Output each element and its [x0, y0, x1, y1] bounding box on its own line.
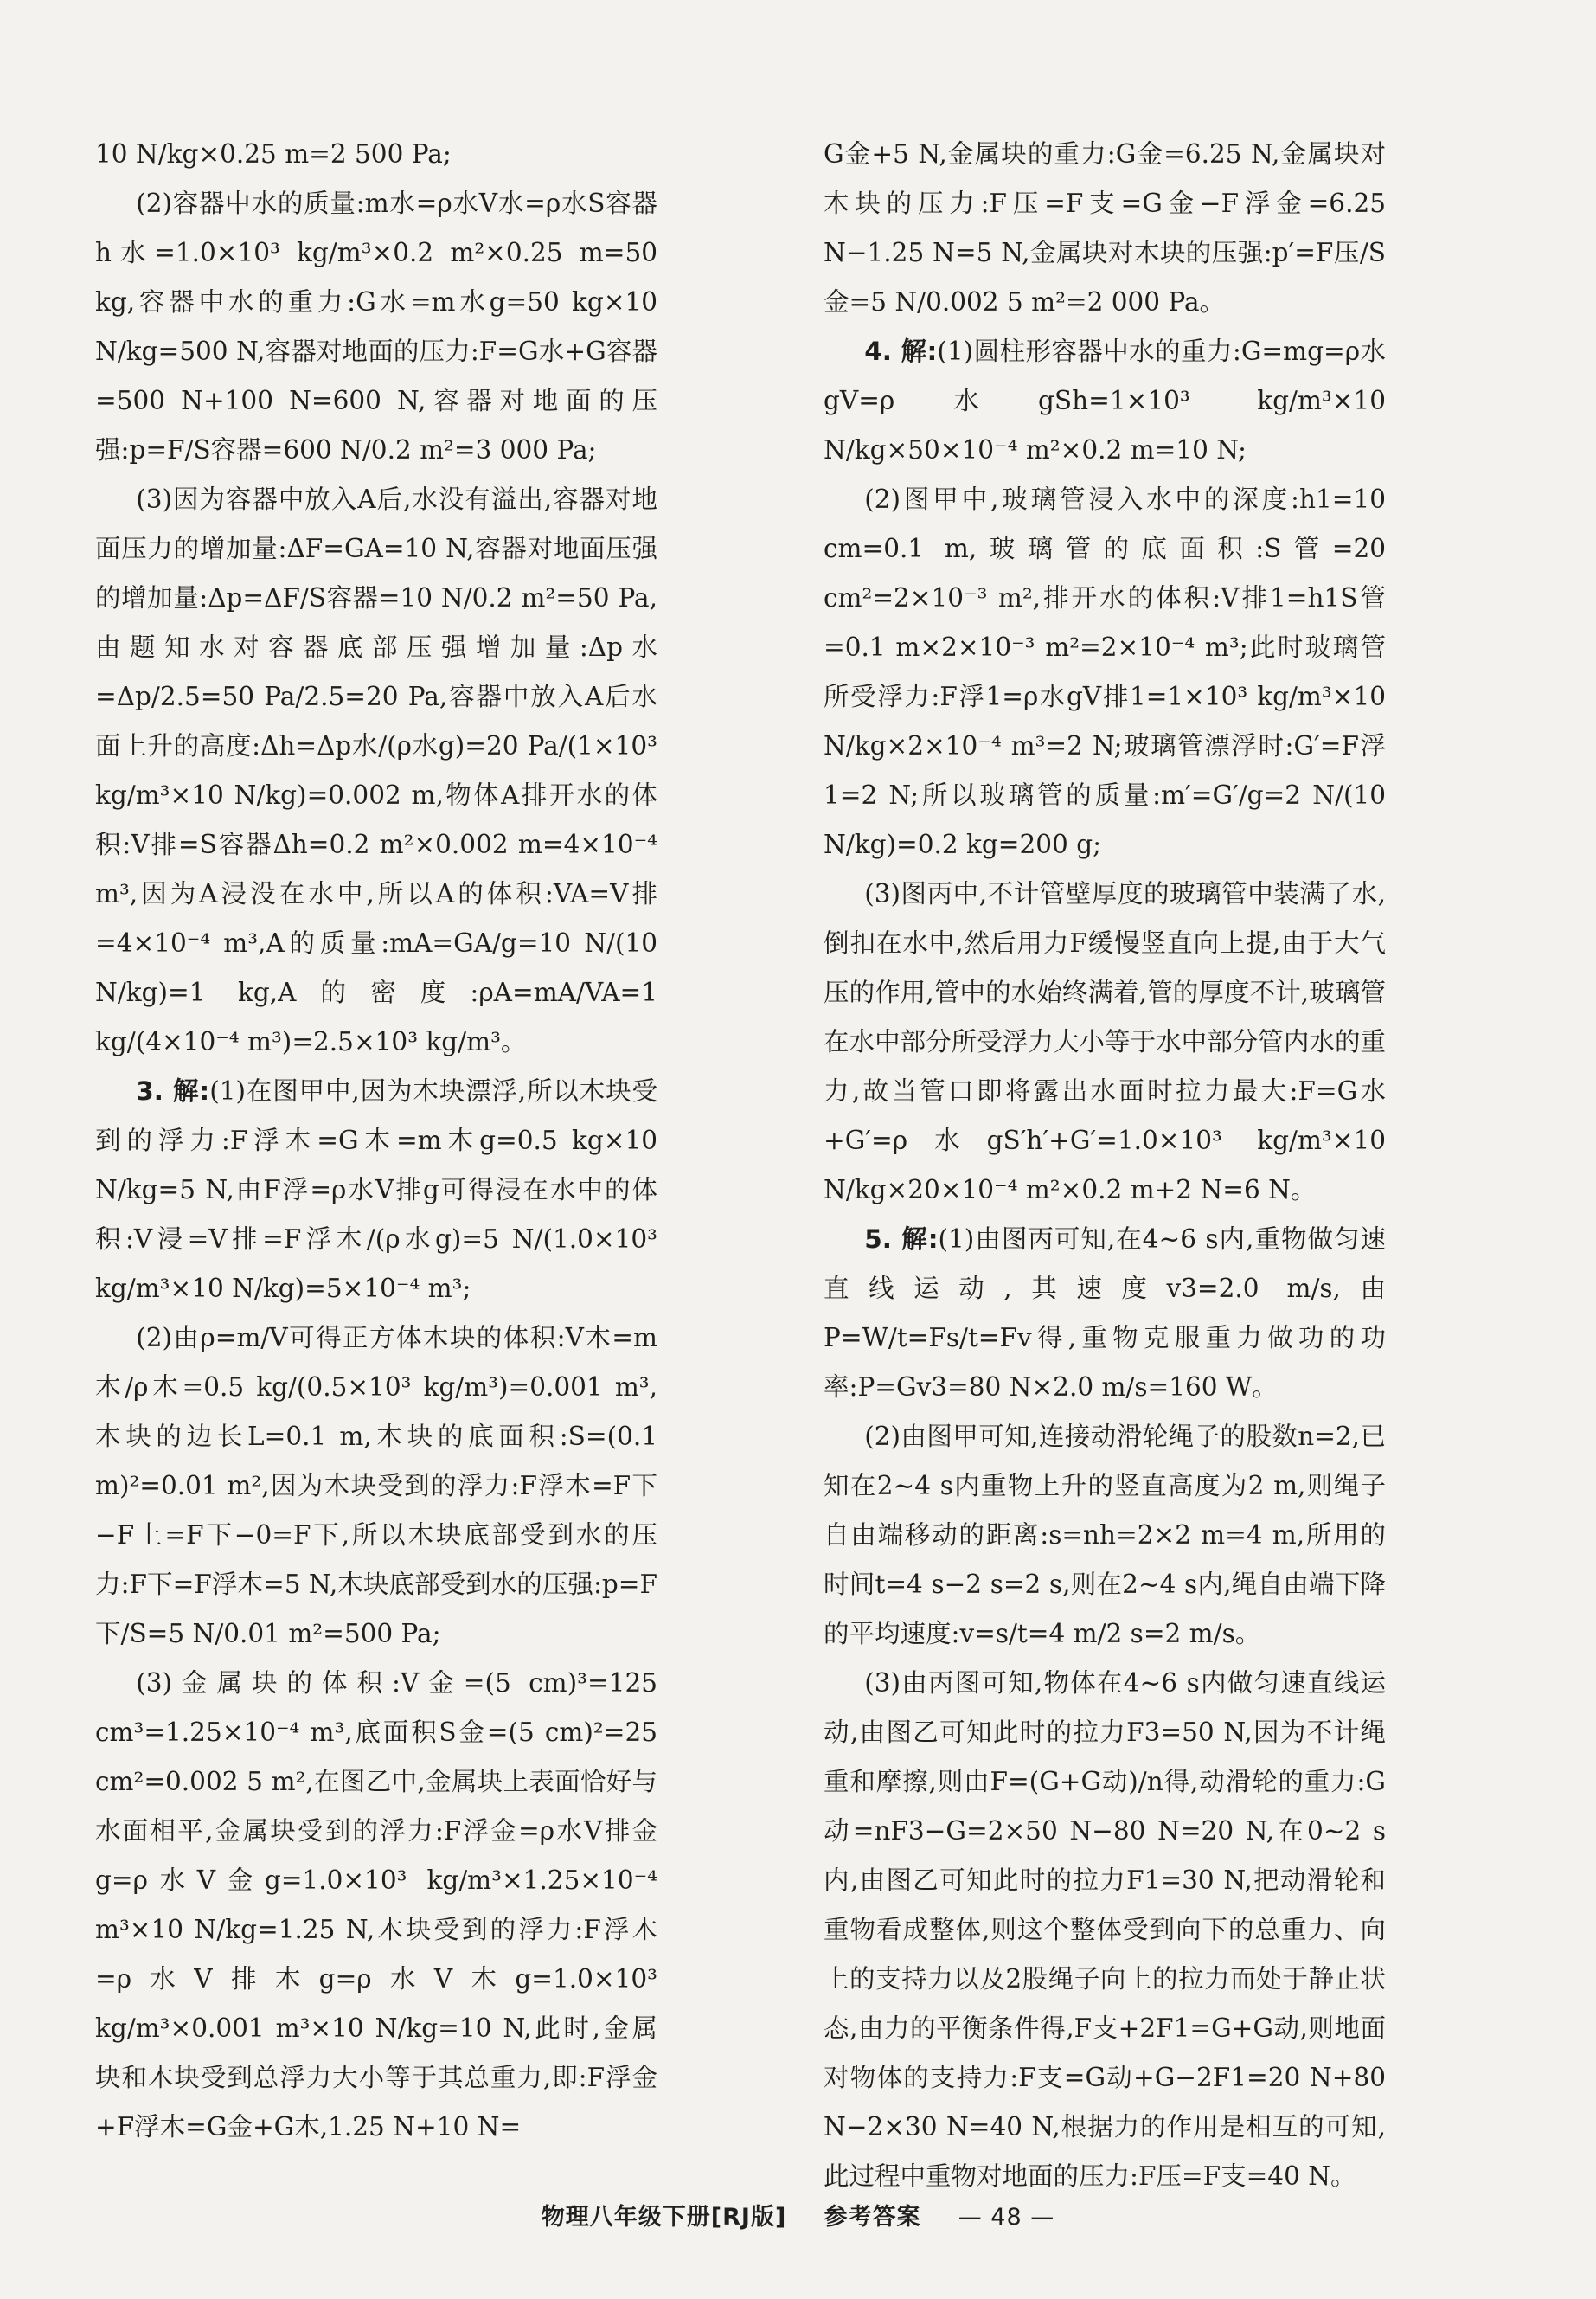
paragraph: [824, 870, 1394, 1215]
paragraph-text: (2)由图甲可知,连接动滑轮绳子的股数n=2,已知在2~4 s内重物上升的竖直高度为2 m,则绳子自由端移动的距离:s=nh=2×2 m=4 m,所用的时间t=4 s−2 s=2 s,则在2~4 s内,绳自由端下降的平均速度:v=s/t=4 m/2 s=2 m/s。: [824, 1422, 1386, 1648]
right-column: [824, 130, 1394, 2201]
paragraph: [95, 1067, 666, 1313]
question-number: 5. 解:: [864, 1224, 939, 1254]
paragraph: [95, 1313, 666, 1659]
paragraph-text: (3)因为容器中放入A后,水没有溢出,容器对地面压力的增加量:ΔF=GA=10 N,容器对地面压强的增加量:Δp=ΔF/S容器=10 N/0.2 m²=50 Pa,由题知水对容器底部压强增加量:Δp水=Δp/2.5=50 Pa/2.5=20 Pa,容器中放入A后水面上升的高度:Δh=Δp水/(ρ水g)=20 Pa/(1×10³ kg/m³×10 N/kg)=0.002 m,物体A排开水的体积:V排=S容器Δh=0.2 m²×0.002 m=4×10⁻⁴ m³,因为A浸没在水中,所以A的体积:VA=V排=4×10⁻⁴ m³,A的质量:mA=GA/g=10 N/(10 N/kg)=1 kg,A的密度:ρA=mA/VA=1 kg/(4×10⁻⁴ m³)=2.5×10³ kg/m³。: [95, 485, 666, 1056]
paragraph: [824, 327, 1394, 475]
paragraph-text: (3)金属块的体积:V金=(5 cm)³=125 cm³=1.25×10⁻⁴ m³,底面积S金=(5 cm)²=25 cm²=0.002 5 m²,在图乙中,金属块上表面恰好与水面相平,金属块受到的浮力:F浮金=ρ水V排金g=ρ水V金g=1.0×10³ kg/m³×1.25×10⁻⁴ m³×10 N/kg=1.25 N,木块受到的浮力:F浮木=ρ水V排木g=ρ水V木g=1.0×10³ kg/m³×0.001 m³×10 N/kg=10 N,此时,金属块和木块受到总浮力大小等于其总重力,即:F浮金+F浮木=G金+G木,1.25 N+10 N=: [95, 1668, 666, 2142]
paragraph-text: (2)图甲中,玻璃管浸入水中的深度:h1=10 cm=0.1 m,玻璃管的底面积:S管=20 cm²=2×10⁻³ m²,排开水的体积:V排1=h1S管=0.1 m×2×10⁻³ m²=2×10⁻⁴ m³;此时玻璃管所受浮力:F浮1=ρ水gV排1=1×10³ kg/m³×10 N/kg×2×10⁻⁴ m³=2 N;玻璃管漂浮时:G′=F浮1=2 N;所以玻璃管的质量:m′=G′/g=2 N/(10 N/kg)=0.2 kg=200 g;: [824, 485, 1394, 859]
paragraph-text: (3)图丙中,不计管壁厚度的玻璃管中装满了水,倒扣在水中,然后用力F缓慢竖直向上提,由于大气压的作用,管中的水始终满着,管的厚度不计,玻璃管在水中部分所受浮力大小等于水中部分管内水的重力,故当管口即将露出水面时拉力最大:F=G水+G′=ρ水gS′h′+G′=1.0×10³ kg/m³×10 N/kg×20×10⁻⁴ m²×0.2 m+2 N=6 N。: [824, 879, 1394, 1204]
paragraph-text: (2)容器中水的质量:m水=ρ水V水=ρ水S容器h水=1.0×10³ kg/m³×0.2 m²×0.25 m=50 kg,容器中水的重力:G水=m水g=50 kg×10 N/kg=500 N,容器对地面的压力:F=G水+G容器=500 N+100 N=600 N,容器对地面的压强:p=F/S容器=600 N/0.2 m²=3 000 Pa;: [95, 189, 666, 465]
question-number: 4. 解:: [864, 337, 938, 366]
left-column: [95, 130, 666, 2152]
paragraph: [95, 1659, 666, 2152]
paragraph: [824, 1215, 1386, 1412]
paragraph: [824, 1412, 1386, 1659]
footer-section-label: 参考答案: [824, 2204, 921, 2231]
paragraph: [95, 475, 666, 1067]
paragraph: [824, 1659, 1394, 2201]
question-number: 3. 解:: [136, 1076, 210, 1106]
paragraph: [95, 130, 657, 179]
paragraph-text: (1)由图丙可知,在4~6 s内,重物做匀速直线运动,其速度v3=2.0 m/s,由P=W/t=Fs/t=Fv得,重物克服重力做功的功率:P=Gv3=80 N×2.0 m/s=160 W。: [824, 1224, 1386, 1402]
paragraph-text: (2)由ρ=m/V可得正方体木块的体积:V木=m木/ρ木=0.5 kg/(0.5×10³ kg/m³)=0.001 m³,木块的边长L=0.1 m,木块的底面积:S=(0.1 m)²=0.01 m²,因为木块受到的浮力:F浮木=F下−F上=F下−0=F下,所以木块底部受到水的压力:F下=F浮木=5 N,木块底部受到水的压强:p=F下/S=5 N/0.01 m²=500 Pa;: [95, 1323, 666, 1648]
footer-book-title: 物理八年级下册[RJ版]: [541, 2204, 787, 2231]
page-number: — 48 —: [958, 2204, 1055, 2231]
paragraph: [95, 179, 666, 475]
paragraph-text: (1)圆柱形容器中水的重力:G=mg=ρ水gV=ρ水gSh=1×10³ kg/m³×10 N/kg×50×10⁻⁴ m²×0.2 m=10 N;: [824, 337, 1394, 465]
paragraph-text: G金+5 N,金属块的重力:G金=6.25 N,金属块对木块的压力:F压=F支=G金−F浮金=6.25 N−1.25 N=5 N,金属块对木块的压强:p′=F压/S金=5 N/0.002 5 m²=2 000 Pa。: [824, 139, 1394, 317]
paragraph: [824, 475, 1394, 870]
page-footer: [0, 2198, 1596, 2232]
paragraph-text: 10 N/kg×0.25 m=2 500 Pa;: [95, 139, 452, 169]
paragraph-text: (1)在图甲中,因为木块漂浮,所以木块受到的浮力:F浮木=G木=m木g=0.5 kg×10 N/kg=5 N,由F浮=ρ水V排g可得浸在水中的体积:V浸=V排=F浮木/(ρ水g)=5 N/(1.0×10³ kg/m³×10 N/kg)=5×10⁻⁴ m³;: [95, 1076, 666, 1303]
paragraph: [824, 130, 1394, 327]
paragraph-text: (3)由丙图可知,物体在4~6 s内做匀速直线运动,由图乙可知此时的拉力F3=50 N,因为不计绳重和摩擦,则由F=(G+G动)/n得,动滑轮的重力:G动=nF3−G=2×50 N−80 N=20 N,在0~2 s内,由图乙可知此时的拉力F1=30 N,把动滑轮和重物看成整体,则这个整体受到向下的总重力、向上的支持力以及2股绳子向上的拉力而处于静止状态,由力的平衡条件得,F支+2F1=G+G动,则地面对物体的支持力:F支=G动+G−2F1=20 N+80 N−2×30 N=40 N,根据力的作用是相互的可知,此过程中重物对地面的压力:F压=F支=40 N。: [824, 1668, 1394, 2191]
